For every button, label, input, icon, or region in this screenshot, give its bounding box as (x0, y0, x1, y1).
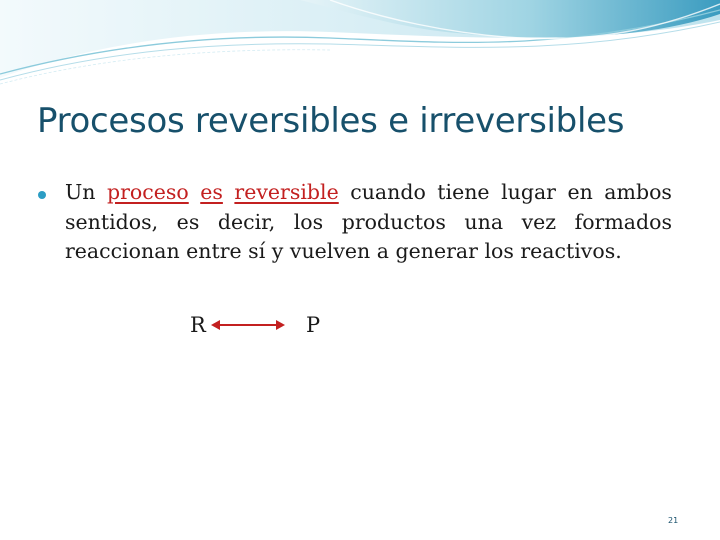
product-label: P (306, 313, 321, 337)
bullet-rest: cuando tiene lugar en ambos sentidos, es decir, los productos una vez formados reaccionan entre sí y vuelven a generar los reactivos. (65, 180, 672, 263)
bullet-text (65, 178, 672, 267)
slide-title: Procesos reversibles e irreversibles (37, 101, 625, 141)
highlight-proceso: proceso (106, 180, 189, 204)
page-number: 21 (668, 516, 679, 525)
bullet-prefix: Un (65, 180, 107, 204)
double-arrow-icon (211, 319, 285, 331)
reactant-label: R (190, 313, 206, 337)
bullet-item (38, 178, 672, 267)
reaction-equation (190, 310, 340, 342)
bullet-dot-icon (38, 191, 46, 199)
header-wave-decoration (0, 0, 720, 90)
highlight-es: es (200, 180, 223, 204)
highlight-reversible: reversible (234, 180, 339, 204)
